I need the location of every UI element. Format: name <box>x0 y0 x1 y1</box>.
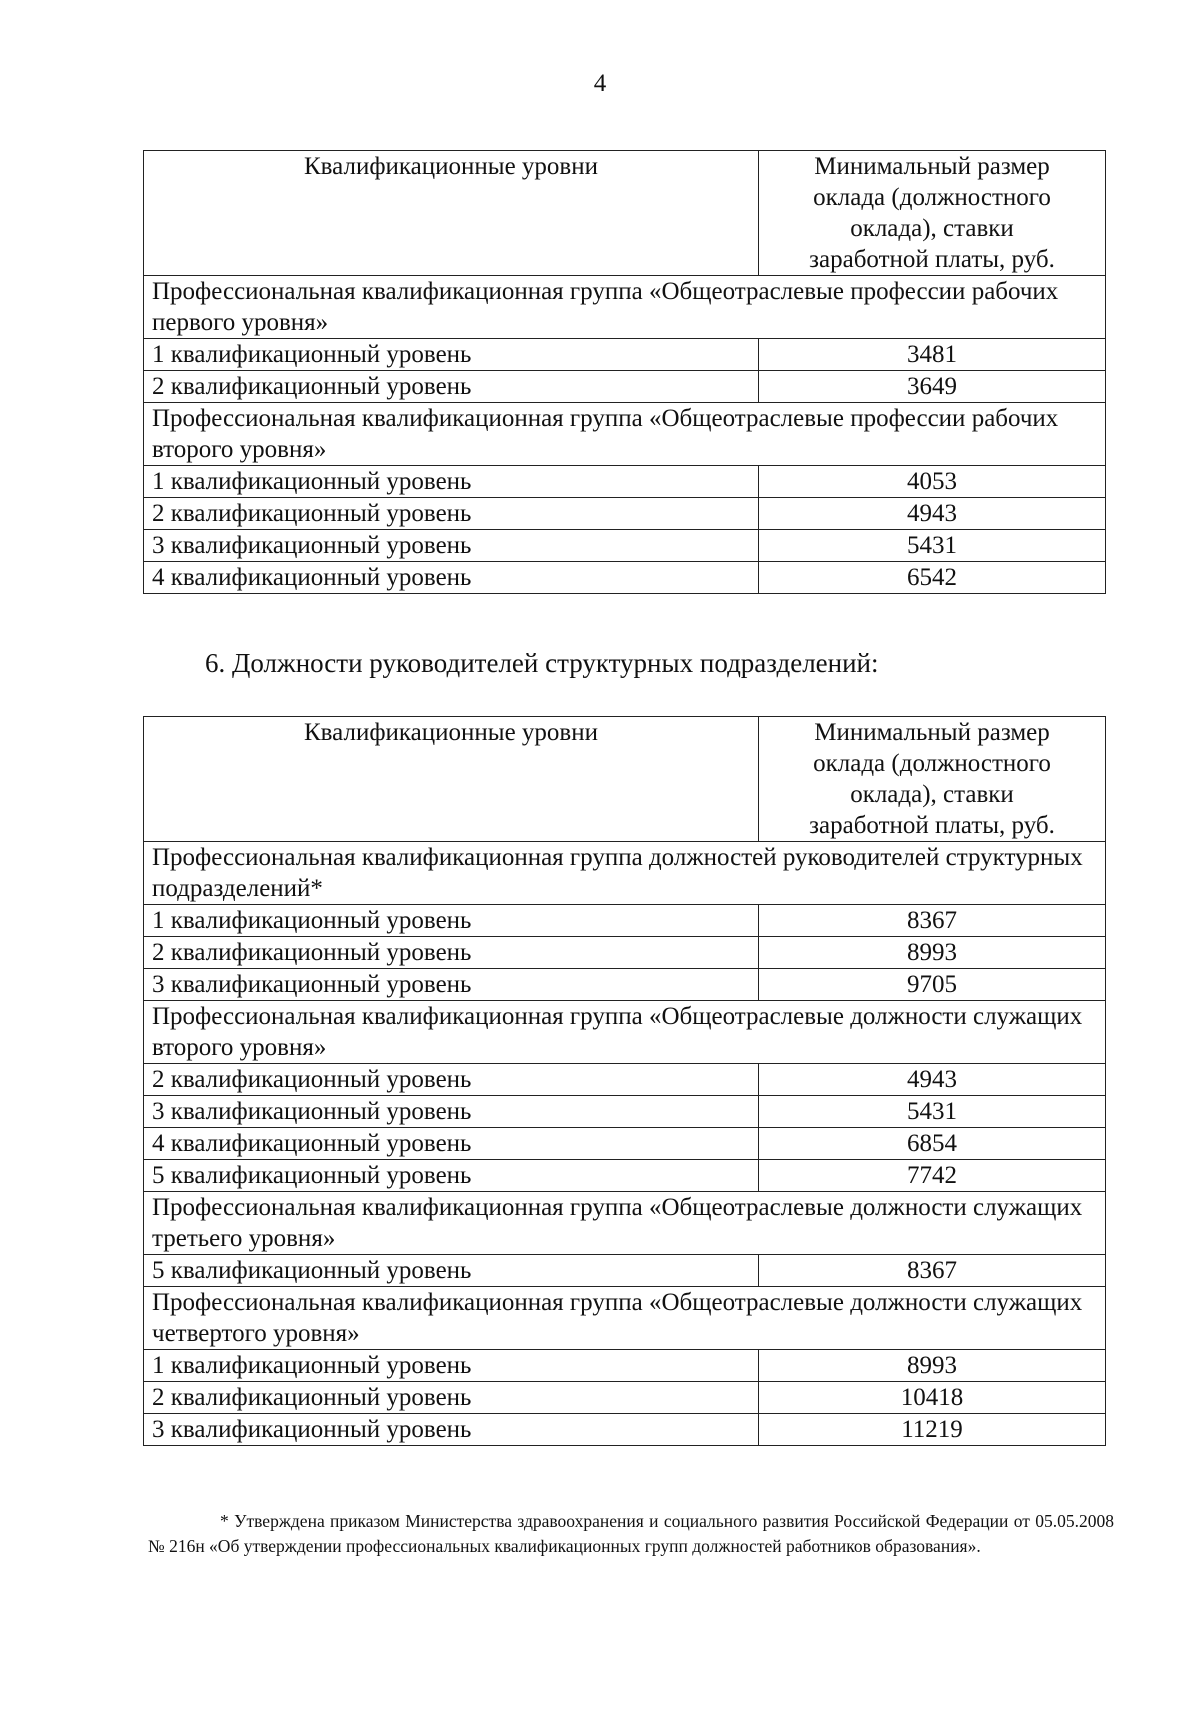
header-min-salary <box>759 717 1106 842</box>
salary-value-cell: 9705 <box>759 969 1106 1001</box>
level-cell: 4 квалификационный уровень <box>144 562 759 594</box>
level-cell: 3 квалификационный уровень <box>144 1414 759 1446</box>
level-cell: 2 квалификационный уровень <box>144 937 759 969</box>
table-row <box>144 466 1106 498</box>
table-row <box>144 1350 1106 1382</box>
table-row <box>144 498 1106 530</box>
level-cell: 2 квалификационный уровень <box>144 498 759 530</box>
table-row <box>144 1382 1106 1414</box>
table-row <box>144 905 1106 937</box>
salary-value-cell: 6854 <box>759 1128 1106 1160</box>
group-row <box>144 403 1106 466</box>
salary-value-cell: 10418 <box>759 1382 1106 1414</box>
header-line: оклада (должностного <box>813 184 1051 211</box>
level-cell: 1 квалификационный уровень <box>144 1350 759 1382</box>
table-header-row <box>144 151 1106 276</box>
table-row <box>144 562 1106 594</box>
section-title: 6. Должности руководителей структурных подразделений: <box>205 648 879 678</box>
salary-value-cell: 5431 <box>759 1096 1106 1128</box>
footnote <box>148 1509 1114 1559</box>
level-cell: 3 квалификационный уровень <box>144 969 759 1001</box>
footnote-text: * Утверждена приказом Министерства здравоохранения и социального развития Российской Федерации от 05.05.2008 № 216н «Об утверждении профессиональных квалификационных групп должностей работников образования». <box>148 1511 1114 1556</box>
table-header-row <box>144 717 1106 842</box>
level-cell: 5 квалификационный уровень <box>144 1255 759 1287</box>
salary-value-cell: 11219 <box>759 1414 1106 1446</box>
group-row <box>144 1192 1106 1255</box>
table-row <box>144 1064 1106 1096</box>
level-cell: 1 квалификационный уровень <box>144 466 759 498</box>
group-title: Профессиональная квалификационная группа «Общеотраслевые должности служащих четвертого уровня» <box>144 1287 1106 1350</box>
table-row <box>144 1160 1106 1192</box>
header-qualification-levels: Квалификационные уровни <box>144 151 759 276</box>
level-cell: 4 квалификационный уровень <box>144 1128 759 1160</box>
salary-table-workers <box>143 150 1106 594</box>
header-line: заработной платы, руб. <box>809 812 1055 839</box>
header-line: оклада), ставки <box>850 781 1014 808</box>
table-row <box>144 339 1106 371</box>
level-cell: 3 квалификационный уровень <box>144 530 759 562</box>
level-cell: 2 квалификационный уровень <box>144 371 759 403</box>
level-cell: 1 квалификационный уровень <box>144 905 759 937</box>
group-row <box>144 276 1106 339</box>
level-cell: 2 квалификационный уровень <box>144 1064 759 1096</box>
table-row <box>144 1414 1106 1446</box>
table-row <box>144 1128 1106 1160</box>
header-line: оклада (должностного <box>813 750 1051 777</box>
salary-value-cell: 8993 <box>759 937 1106 969</box>
header-line: Минимальный размер <box>814 719 1050 746</box>
salary-value-cell: 6542 <box>759 562 1106 594</box>
group-title: Профессиональная квалификационная группа «Общеотраслевые профессии рабочих второго уровня» <box>144 403 1106 466</box>
salary-value-cell: 4053 <box>759 466 1106 498</box>
page-number: 4 <box>593 70 607 97</box>
header-qualification-levels: Квалификационные уровни <box>144 717 759 842</box>
group-title: Профессиональная квалификационная группа «Общеотраслевые должности служащих третьего уровня» <box>144 1192 1106 1255</box>
salary-value-cell: 3481 <box>759 339 1106 371</box>
level-cell: 5 квалификационный уровень <box>144 1160 759 1192</box>
table-row <box>144 371 1106 403</box>
salary-value-cell: 5431 <box>759 530 1106 562</box>
table-row <box>144 937 1106 969</box>
salary-value-cell: 7742 <box>759 1160 1106 1192</box>
level-cell: 2 квалификационный уровень <box>144 1382 759 1414</box>
salary-value-cell: 8367 <box>759 1255 1106 1287</box>
header-line: заработной платы, руб. <box>809 246 1055 273</box>
salary-value-cell: 4943 <box>759 498 1106 530</box>
table-row <box>144 530 1106 562</box>
header-min-salary <box>759 151 1106 276</box>
table-row <box>144 1255 1106 1287</box>
salary-value-cell: 3649 <box>759 371 1106 403</box>
group-title: Профессиональная квалификационная группа «Общеотраслевые профессии рабочих первого уровня» <box>144 276 1106 339</box>
salary-table-managers <box>143 716 1106 1446</box>
table-row <box>144 1096 1106 1128</box>
salary-value-cell: 4943 <box>759 1064 1106 1096</box>
group-row <box>144 842 1106 905</box>
salary-value-cell: 8993 <box>759 1350 1106 1382</box>
header-line: Минимальный размер <box>814 153 1050 180</box>
level-cell: 3 квалификационный уровень <box>144 1096 759 1128</box>
group-row <box>144 1287 1106 1350</box>
group-title: Профессиональная квалификационная группа «Общеотраслевые должности служащих второго уровня» <box>144 1001 1106 1064</box>
group-title: Профессиональная квалификационная группа должностей руководителей структурных подразделений* <box>144 842 1106 905</box>
level-cell: 1 квалификационный уровень <box>144 339 759 371</box>
group-row <box>144 1001 1106 1064</box>
table-row <box>144 969 1106 1001</box>
header-line: оклада), ставки <box>850 215 1014 242</box>
salary-value-cell: 8367 <box>759 905 1106 937</box>
